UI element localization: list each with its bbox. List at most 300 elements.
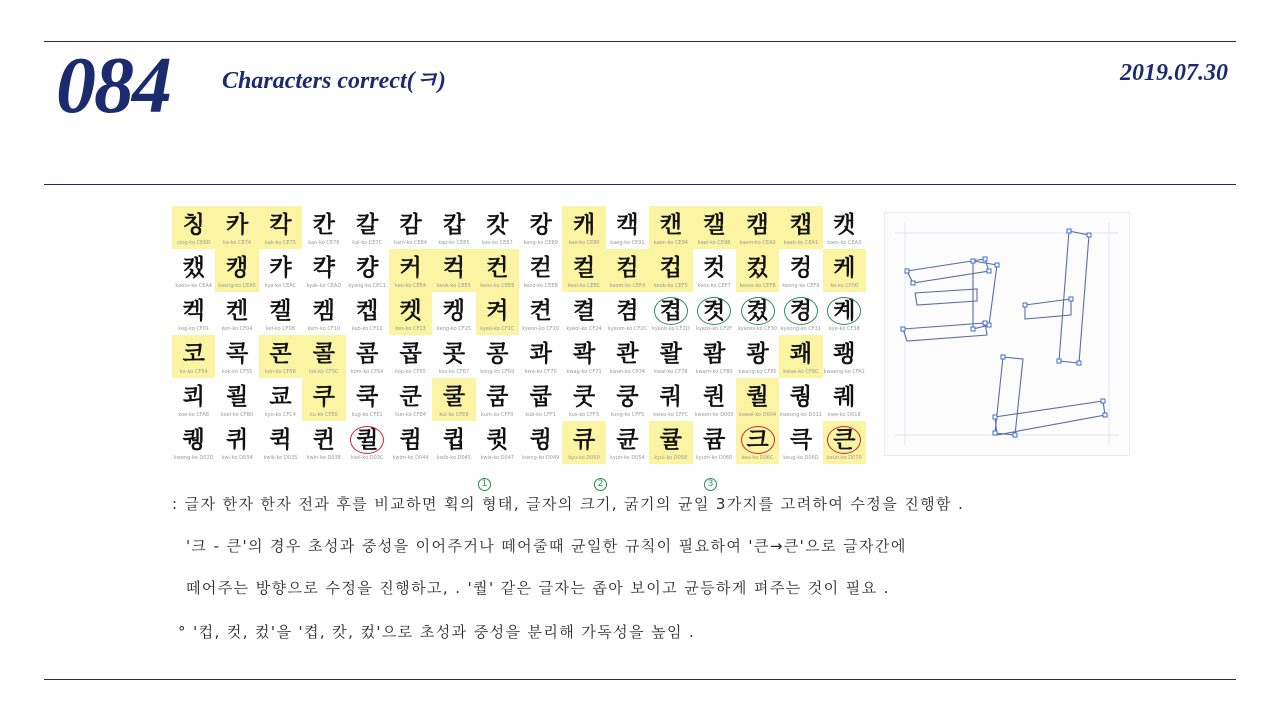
glyph-code: kyeon-ko CF20 [522,326,560,332]
header-rule [44,184,1236,185]
glyph-cell [346,206,389,249]
sketch-anchor-points [901,229,1107,437]
glyph-char: 콱 [572,341,596,367]
glyph-char: 캡 [789,212,813,238]
glyph-char: 칵 [269,212,292,238]
glyph-cell [693,206,736,249]
glyph-code: kaeng-ko CEA5 [218,283,256,289]
glyph-code: kol-ko CF5C [309,369,339,375]
glyph-cell [693,421,736,464]
glyph-code: kwag-ko CF71 [566,369,602,375]
glyph-char: 컁 [356,255,379,281]
glyph-char: 큭 [789,427,813,453]
glyph-char: 코 [182,341,205,367]
glyph-char: 컸 [746,255,769,281]
glyph-code: kel-ko CF08 [265,326,295,332]
glyph-code: kwi-ko D034 [221,455,253,461]
glyph-cell [562,292,605,335]
glyph-cell [432,206,475,249]
glyph-code: kang-ko CE89 [523,240,558,246]
glyph-char: 컫 [529,255,552,281]
footnote-marker-2: 2 [594,478,607,491]
glyph-code: kwim-ko D044 [392,455,429,461]
glyph-code: ku-ko CFE0 [309,412,338,418]
glyph-cell [215,335,258,378]
glyph-cell [302,335,345,378]
glyph-char: 켸 [833,298,856,324]
glyph-char: 퀵 [269,427,292,453]
glyph-char: 컹 [789,255,813,281]
glyph-cell [649,249,692,292]
glyph-cell [476,421,519,464]
glyph-code: keng-ko CF15 [436,326,471,332]
glyph-code: kwil-ko D03C [350,455,384,461]
glyph-code: kya-ko CEAC [264,283,297,289]
glyph-char: 콘 [269,341,292,367]
green-circle-mark [697,297,731,325]
glyph-code: kwam-ko CF80 [695,369,733,375]
glyph-code: kwe-ko D018 [828,412,861,418]
glyph-char: 캅 [442,212,466,238]
glyph-char: 큉 [529,427,552,453]
glyph-char: 캑 [616,212,639,238]
glyph-cell [562,249,605,292]
glyph-code: kan-ko CE78 [308,240,340,246]
glyph-cell [823,378,866,421]
glyph-code: kaem-ko CEA0 [739,240,776,246]
glyph-code: kaeb-ko CEA1 [783,240,819,246]
glyph-cell [823,421,866,464]
glyph-code: koel-ko CFB0 [220,412,254,418]
glyph-cell [736,206,779,249]
glyph-code: keom-ko CEF4 [609,283,646,289]
glyph-char: 켈 [269,298,292,324]
glyph-char: 쾌 [789,341,813,367]
glyph-cell [779,206,822,249]
glyph-char: 켤 [572,298,596,324]
glyph-char: 쾀 [703,341,726,367]
glyph-cell [389,378,432,421]
glyph-char: 큄 [399,427,422,453]
glyph-code: kwib-ko D045 [436,455,471,461]
glyph-code: keb-ko CF11 [351,326,383,332]
glyph-cell [476,206,519,249]
glyph-char: 큠 [703,427,726,453]
glyph-code: kyul-ko D058 [654,455,688,461]
glyph-code: kak-ko CE75 [264,240,296,246]
glyph-cell [476,378,519,421]
glyph-code: kyeol-ko CF24 [566,326,602,332]
glyph-char: 큅 [442,427,466,453]
glyph-cell [259,292,302,335]
glyph-cell [519,335,562,378]
glyph-char: 퀘 [833,384,856,410]
glyph-code: kaess-ko CEA4 [175,283,212,289]
page-date: 2019.07.30 [1120,60,1228,86]
glyph-cell [389,206,432,249]
glyph-cell [779,378,822,421]
glyph-cell [172,378,215,421]
glyph-cell [736,249,779,292]
glyph-cell [389,249,432,292]
glyph-code: kyak-ko CEAD [306,283,342,289]
footnote-marker-3: 3 [704,478,717,491]
glyph-char: 캥 [225,255,249,281]
glyph-cell [562,335,605,378]
glyph-char: 켭 [659,298,682,324]
glyph-code: ke-ko CF00 [830,283,859,289]
sketch-guides [895,223,1119,445]
glyph-code: keob-ko CEF5 [653,283,688,289]
glyph-code: kes-ko CF13 [395,326,426,332]
glyph-char: 칼 [356,212,379,238]
page-number: 084 [56,42,170,130]
red-circle-mark [827,426,861,454]
glyph-code: kwae-ko CF8C [783,369,819,375]
glyph-char: 퀀 [703,384,726,410]
glyph-char: 켠 [529,298,552,324]
glyph-code: kos-ko CF67 [438,369,470,375]
glyph-cell [259,206,302,249]
glyph-char: 콸 [659,341,682,367]
glyph-char: 캘 [703,212,726,238]
glyph-cell [172,292,215,335]
glyph-code: kum-ko CFF0 [481,412,514,418]
glyph-cell [346,292,389,335]
green-circle-mark [784,297,818,325]
top-rule [44,41,1236,42]
glyph-code: kem-ko CF10 [307,326,341,332]
glyph-cell [823,335,866,378]
glyph-cell [649,421,692,464]
glyph-cell [302,292,345,335]
note-line-1: : 글자 한자 한자 전과 후를 비교하면 획의 형태, 글자의 크기, 굵기의 균일 3가지를 고려하여 수정을 진행함 . [172,495,965,513]
glyph-cell [389,421,432,464]
glyph-char: 콩 [486,341,509,367]
glyph-cell [693,292,736,335]
glyph-cell [519,378,562,421]
glyph-char: 콰 [529,341,552,367]
glyph-code: keon-ko CEE8 [480,283,515,289]
glyph-cell [606,335,649,378]
glyph-char: 켑 [356,298,379,324]
glyph-char: 캣 [833,212,856,238]
glyph-code: kaen-ko CE94 [653,240,688,246]
glyph-cell [779,335,822,378]
note-line-3: 떼어주는 방향으로 수정을 진행하고, . '퀄' 같은 글자는 좁아 보이고 균등하게 펴주는 것이 필요 . [186,579,890,597]
note-line-2: '크 - 큰'의 경우 초성과 중성을 이어주거나 떼어줄때 균일한 규칙이 필요하여 '큰→큰'으로 글자간에 [186,537,907,555]
glyph-char: 쿨 [442,384,466,410]
green-circle-mark [827,297,861,325]
red-circle-mark [741,426,775,454]
glyph-char: 퀴 [225,427,249,453]
glyph-cell [259,378,302,421]
glyph-char: 캤 [182,255,205,281]
footnote-marker-1: 1 [478,478,491,491]
glyph-char: 컨 [486,255,509,281]
glyph-cell [172,249,215,292]
glyph-code: kon-ko CF58 [265,369,296,375]
glyph-char: 칸 [312,212,335,238]
glyph-cell [302,421,345,464]
glyph-char: 쿱 [529,384,552,410]
glyph-code: kyeom-ko CF2C [607,326,647,332]
glyph-code: kyeob-ko CF2D [652,326,690,332]
glyph-code: keoss-ko CEF8 [739,283,776,289]
glyph-cell [259,335,302,378]
glyph-cell [519,249,562,292]
glyph-code: keod-ko CEEB [523,283,558,289]
glyph-cell [779,292,822,335]
glyph-code: kas-ko CE87 [481,240,513,246]
glyph-sketch [884,212,1130,456]
glyph-code: kweon-ko D000 [694,412,734,418]
glyph-cell [519,421,562,464]
glyph-cell [346,335,389,378]
glyph-code: kong-ko CF69 [480,369,515,375]
glyph-char: 쿰 [486,384,509,410]
glyph-code: kwal-ko CF78 [654,369,688,375]
glyph-char: 쿵 [616,384,639,410]
glyph-char: 퀸 [312,427,335,453]
glyph-char: 캐 [572,212,596,238]
glyph-char: 캬 [269,255,292,281]
glyph-code: keug-ko D06D [783,455,819,461]
glyph-code: kap-ko CE85 [438,240,470,246]
glyph-code: kweng-ko D02D [173,455,214,461]
glyph-char: 쿼 [659,384,682,410]
glyph-char: 쾰 [225,384,249,410]
glyph-char: 쾅 [746,341,769,367]
glyph-code: kyum-ko D060 [696,455,733,461]
glyph-code: kwa-ko CF70 [524,369,557,375]
glyph-char: 켐 [312,298,335,324]
glyph-char: 캄 [399,212,422,238]
glyph-code: kus-ko CFF3 [569,412,600,418]
glyph-char: 컷 [703,255,726,281]
glyph-char: 캔 [659,212,682,238]
glyph-cell [259,421,302,464]
glyph-code: cing-ko CE6D [177,240,211,246]
glyph-cell [215,378,258,421]
glyph-cell [215,206,258,249]
glyph-cell [302,206,345,249]
glyph-char: 콜 [312,341,335,367]
glyph-cell [476,249,519,292]
glyph-cell [562,206,605,249]
glyph-char: 쿡 [356,384,379,410]
glyph-char: 캇 [486,212,509,238]
glyph-code: kyeoss-ko CF30 [738,326,778,332]
glyph-code: keg-ko CF01 [178,326,210,332]
glyph-cell [302,249,345,292]
glyph-cell [606,206,649,249]
glyph-code: koe-ko CFA8 [178,412,209,418]
glyph-cell [476,292,519,335]
glyph-cell [606,421,649,464]
glyph-code: kae-ko CE90 [568,240,600,246]
glyph-cell [823,249,866,292]
glyph-char: 켄 [225,298,249,324]
glyph-cell [259,249,302,292]
glyph-char: 콤 [356,341,379,367]
glyph-code: kok-ko CF55 [221,369,253,375]
glyph-code: kaeg-ko CE91 [610,240,645,246]
glyph-code: kwik-ko D035 [263,455,298,461]
glyph-char: 큐 [572,427,596,453]
glyph-code: kyang-ko CEC1 [348,283,386,289]
glyph-cell [693,378,736,421]
glyph-cell [606,378,649,421]
green-circle-mark [654,297,688,325]
sketch-strokes [903,231,1105,435]
glyph-code: kwis-ko D047 [480,455,515,461]
glyph-char: 캭 [312,255,335,281]
glyph-char: 큔 [616,427,639,453]
glyph-char: 쿳 [572,384,596,410]
glyph-cell [649,335,692,378]
glyph-cell [693,249,736,292]
glyph-char: 쿄 [269,384,292,410]
glyph-char: 칭 [182,212,205,238]
bottom-rule [44,679,1236,680]
glyph-code: kul-ko CFE8 [439,412,469,418]
glyph-cell [606,249,649,292]
glyph-cell [215,292,258,335]
glyph-char: 커 [399,255,422,281]
glyph-cell [215,249,258,292]
glyph-char: 켁 [182,298,205,324]
glyph-cell [649,206,692,249]
glyph-code: keo-ko CEE4 [395,283,427,289]
glyph-char: 쿠 [312,384,335,410]
glyph-char: 케 [833,255,856,281]
glyph-code: kwin-ko D038 [306,455,341,461]
glyph-code: keos-ko CEF7 [697,283,731,289]
glyph-char: 큇 [486,427,509,453]
glyph-cell [346,378,389,421]
glyph-char: 컵 [659,255,682,281]
glyph-char: 퀄 [746,384,769,410]
glyph-code: kaes-ko CEA3 [827,240,862,246]
glyph-code: kye-ko CF38 [828,326,860,332]
glyph-char: 콕 [225,341,249,367]
glyph-code: kung-ko CFF5 [610,412,645,418]
glyph-char: 크 [746,427,769,453]
note-line-4: ° '컵, 컷, 컸'을 '켭, 캇, 컸'으로 초성과 중성을 분리해 가독성을 높임 . [178,623,696,641]
red-circle-mark [350,426,384,454]
kweon-outline-drawing [885,213,1129,455]
glyph-char: 켱 [789,298,813,324]
glyph-char: 컴 [616,255,639,281]
glyph-char: 큘 [659,427,682,453]
glyph-char: 카 [225,212,249,238]
glyph-cell [562,378,605,421]
glyph-char: 퀭 [182,427,205,453]
glyph-char: 켯 [703,298,726,324]
glyph-cell [779,421,822,464]
glyph-code: kyo-ko CFC4 [264,412,296,418]
glyph-code: kal-ko CE7C [352,240,383,246]
glyph-code: kwaeng-ko CFA1 [823,369,865,375]
glyph-char: 쾨 [182,384,205,410]
glyph-char: 퀼 [356,427,379,453]
glyph-code: keong-ko CEF9 [782,283,820,289]
glyph-code: kwing-ko D049 [522,455,560,461]
glyph-code: kael-ko CE98 [697,240,731,246]
glyph-code: kyeong-ko CF31 [780,326,821,332]
glyph-code: kweol-ko D004 [739,412,777,418]
glyph-cell [172,206,215,249]
glyph-cell [172,335,215,378]
glyph-cell [519,206,562,249]
glyph-char: 컥 [442,255,466,281]
glyph-cell [432,335,475,378]
glyph-cell [432,249,475,292]
glyph-char: 켜 [486,298,509,324]
glyph-code: ken-ko CF04 [221,326,253,332]
glyph-cell [693,335,736,378]
glyph-code: kweo-ko CFFC [653,412,689,418]
glyph-char: 컬 [572,255,596,281]
glyph-char: 켬 [616,298,639,324]
glyph-cell [736,421,779,464]
glyph-cell [823,292,866,335]
glyph-char: 콥 [399,341,422,367]
glyph-cell [736,292,779,335]
glyph-char: 쾡 [833,341,856,367]
glyph-code: kun-ko CFE4 [395,412,427,418]
glyph-cell [736,335,779,378]
page-title: Characters correct(ㅋ) [222,68,446,94]
glyph-code: kam-ko CE84 [394,240,428,246]
glyph-char: 켰 [746,298,769,324]
glyph-cell [823,206,866,249]
glyph-char: 퀑 [789,384,813,410]
glyph-cell [736,378,779,421]
glyph-code: kop-ko CF65 [395,369,426,375]
glyph-cell [779,249,822,292]
glyph-char: 큰 [833,427,856,453]
glyph-cell [519,292,562,335]
glyph-code: kyu-ko D050 [568,455,600,461]
glyph-code: kyeo-ko CF1C [480,326,515,332]
green-circle-mark [741,297,775,325]
glyph-cell [346,421,389,464]
glyph-cell [432,292,475,335]
glyph-cell [302,378,345,421]
glyph-code: ka-ko CE74 [223,240,252,246]
glyph-code: ko-ko CF54 [179,369,208,375]
glyph-char: 콴 [616,341,639,367]
glyph-code: kom-ko CF64 [350,369,384,375]
glyph-code: keun-ko D070 [826,455,862,461]
glyph-char: 켕 [442,298,466,324]
glyph-code: keok-ko CEE5 [436,283,471,289]
glyph-cell [562,421,605,464]
glyph-cell [476,335,519,378]
glyph-code: kyeos-ko CF2F [696,326,733,332]
glyph-cell [432,421,475,464]
character-sheet [172,206,866,464]
glyph-char: 쿤 [399,384,422,410]
glyph-code: keol-ko CEEC [567,283,601,289]
glyph-cell [389,335,432,378]
glyph-cell [649,378,692,421]
glyph-cell [432,378,475,421]
glyph-cell [215,421,258,464]
glyph-code: kwang-ko CF85 [738,369,777,375]
